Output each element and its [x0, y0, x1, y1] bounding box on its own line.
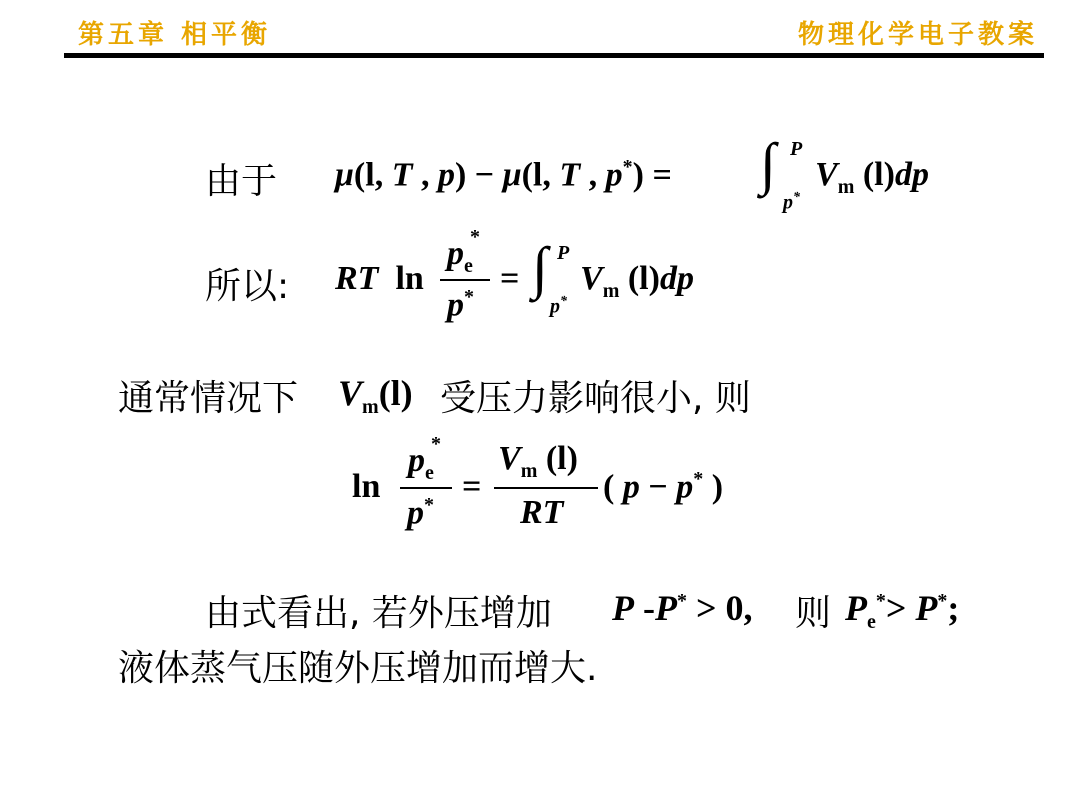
header-left-title: 第五章 相平衡: [78, 20, 272, 50]
label-youyu: 由于: [205, 161, 278, 202]
frac-3a-num-star: *: [431, 433, 441, 455]
line3-text: 通常情况下: [118, 378, 299, 419]
frac-2-num: $p_e$: [447, 235, 473, 277]
line3-vm: $V_m(l)$: [338, 373, 413, 419]
frac-2-num-star: *: [470, 226, 480, 248]
frac-2-den: p*: [447, 286, 474, 324]
integral-1-lower: p*: [783, 190, 800, 214]
equation-2-rhs: $V_m$ (l)dp: [580, 260, 694, 302]
conclusion-ze: 则: [795, 593, 832, 634]
eq3-paren: ( p − p* ): [603, 468, 724, 506]
integral-1: ∫: [760, 131, 776, 196]
frac-3a-line: [400, 487, 452, 489]
equals-3: =: [462, 468, 482, 505]
integral-2-upper: P: [557, 242, 570, 264]
eq3-ln: ln: [352, 468, 381, 505]
equation-2-lhs: RT ln: [335, 260, 424, 297]
equation-1-rhs: $V_m$ (l)dp: [815, 156, 929, 198]
equation-1: μ(l, T , p) − μ(l, T , p*) =: [335, 156, 672, 194]
conclusion-b: 液体蒸气压随外压增加而增大.: [118, 648, 598, 689]
equals-2: =: [500, 260, 520, 297]
conclusion-math: P -P* > 0,: [612, 588, 753, 628]
label-suoyi: 所以:: [205, 266, 290, 307]
frac-3b-line: [494, 487, 598, 489]
line3-rest: 受压力影响很小, 则: [440, 378, 751, 419]
frac-3b-den: RT: [520, 494, 564, 531]
integral-2-lower: p*: [550, 294, 567, 318]
frac-3a-num: $p_e$: [408, 442, 434, 484]
frac-3b-num: $V_m$ (l): [498, 440, 578, 482]
conclusion-a: 由式看出, 若外压增加: [205, 593, 552, 634]
integral-1-upper: P: [790, 138, 803, 160]
header-rule: [64, 53, 1044, 58]
integral-2: ∫: [532, 235, 548, 300]
frac-2-line: [440, 279, 490, 281]
header-right-title: 物理化学电子教案: [797, 20, 1038, 50]
frac-3a-den: p*: [407, 494, 434, 532]
conclusion-math-2: $P_e^*> P^*$;: [845, 588, 960, 634]
